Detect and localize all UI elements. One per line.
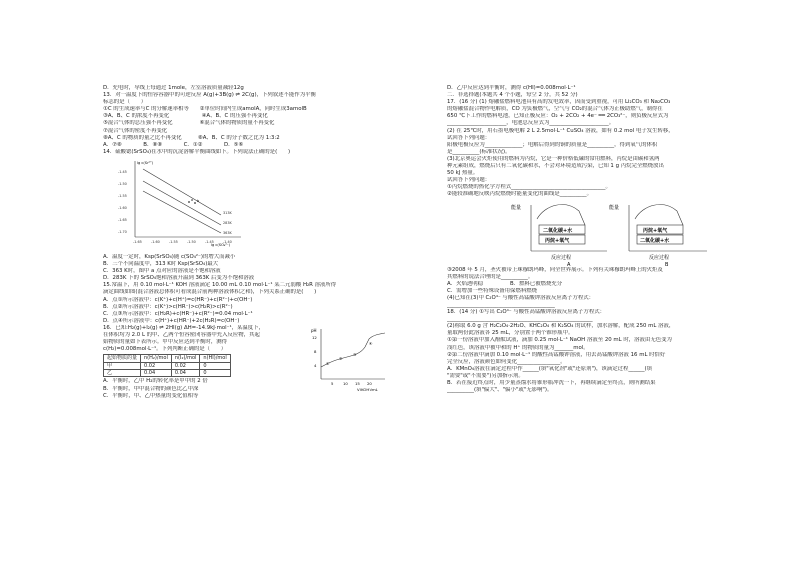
exam-page <box>95 85 695 475</box>
text-line: "需要"或"不需要")另加指示剂。 <box>447 372 524 379</box>
sr-xtick: -1.55 <box>169 239 178 244</box>
ph-ytick: 4 <box>314 363 317 368</box>
sr-point-b <box>194 202 196 204</box>
energy-label: 丙烷+氧气 <box>643 227 668 234</box>
ph-point-label: ① <box>326 361 330 366</box>
text-line: ①丙烷燃烧的热化学方程式___________________________________。 <box>447 184 611 191</box>
text-line: 18．(14 分) ①写出 C₂O⁴⁻ 与酸性高锰酸钾溶液反应离子方程式： <box>447 309 605 316</box>
text-line: 完全反应，溶液颜色如何变化________________。 <box>447 358 566 365</box>
energy-curve-b <box>635 204 683 224</box>
text-line: C．平衡时，甲、乙中热量的变化值相等 <box>103 392 199 399</box>
ph-ytick: 8 <box>314 349 317 354</box>
text-line: 种元素组成，燃烧后只有二氧化碳和水，不会对环境造成污染，已知 1 g 丙烷完全燃烧放出 <box>447 163 664 170</box>
sr-xtick: -1.60 <box>151 239 160 244</box>
text-line: A．⑦⑧ B．⑧⑧ C．①② D．⑤⑥ <box>103 141 244 148</box>
text-line: A．KMnO₄溶液在滴定过程中作______(填"氧化剂"或"还原剂")，该滴定过程______(填 <box>447 365 653 372</box>
text-line: A．平衡时，乙中 H₂的转化率是甲中的 2 倍 <box>103 378 208 385</box>
ph-xtick: 5 <box>331 381 334 386</box>
table-cell: 0.02 <box>141 362 172 369</box>
text-line: (2) 在 25℃时，用石墨电极电解 2 L 2.5mol·L⁻¹ CuSO₄ 溶液，如有 0.2 mol 电子发生转移， <box>447 127 674 134</box>
text-line: 阳极电极反应为______________；电解后得到的铜的质量是__________，得到氧气的体积 <box>447 141 658 148</box>
text-line: C．点③所示溶液中：c(H₂R)+c(HR⁻)+c(R²⁻)=0.04 mol·L⁻¹ <box>103 310 253 317</box>
ph-xlabel: V(KOH)/mL <box>357 387 378 391</box>
ph-point-label: ② <box>339 356 343 361</box>
table-row <box>104 370 231 377</box>
text-line: 标志的是（ ） <box>103 99 147 106</box>
curve-313k <box>143 169 221 215</box>
text-line: A．温度一定时，Ksp(SrSO₄)随 c(SO₄²⁻)的增大而减小 <box>103 253 236 260</box>
text-line: ⑦混合气体的密度不再变化 <box>103 127 168 134</box>
sr-ytick: -1.60 <box>118 205 127 210</box>
right-column <box>447 85 747 394</box>
table-cell: 乙 <box>104 370 141 377</box>
energy-panel-b <box>609 204 707 267</box>
text-line: D．充电时，导线上每通过 1mole，左室溶液质量减轻12g <box>103 85 244 91</box>
table-cell: 甲 <box>104 362 141 369</box>
text-line: 其燃料的说法合理的是__________。 <box>447 273 534 280</box>
energy-xlabel: 反应过程 <box>649 254 670 261</box>
text-line: 始物质的量如下表所示。甲中反应达到平衡时，测得 <box>103 339 227 346</box>
text-line: __________(填"偏大"、"偏小"或"无影响")。 <box>447 387 553 394</box>
text-line: 滴定曲线如图(混合溶液总体积可看成混合前两种溶液体积之和)，下列关系正确的是( ) <box>103 289 317 296</box>
text-line: 试回答下列问题： <box>447 134 491 141</box>
sr-point-label: a <box>191 197 194 202</box>
sr-point-label: b <box>197 198 200 203</box>
text-line: 二．非选择题(本题共 4 个小题，每空 2 分，共 52 分) <box>447 92 578 99</box>
table-row <box>104 362 231 369</box>
sr-curve-label: 283K <box>223 220 232 225</box>
text-line: (4)已知在(3)中 C₂O⁴⁻ 与酸性高锰酸钾溶液反应离子方程式： <box>447 294 595 301</box>
table-cell: 0 <box>200 370 230 377</box>
text-line: 16．已知:H₂(g)+I₂(g) ⇌ 2HI(g) ΔH=-14.9kJ·mol⁻¹，某温度下， <box>103 324 264 331</box>
energy-curve-a <box>537 204 585 224</box>
left-column <box>103 85 393 400</box>
table-header: n(HI)/mol <box>200 355 230 362</box>
text-line: 量取两份此溶液各 25 mL，分别置于两个锥形瓶中。 <box>447 330 574 337</box>
srso4-solubility-chart <box>115 157 247 253</box>
text-line: 的熔融盐混合物作电解质，CO 为负极燃气，空气与 CO₂的混合气体为正极助燃气，制得在 <box>447 106 663 113</box>
sr-ytick: -1.65 <box>118 217 127 222</box>
sr-xtick: -1.45 <box>205 239 214 244</box>
energy-caption: B <box>665 261 669 267</box>
text-line: A．点①所示溶液中：c(K⁺)+c(H⁺)=c(HR⁻)+c(R²⁻)+c(OH⁻) <box>103 296 253 303</box>
table-header: n(I₂)/mol <box>171 355 200 362</box>
energy-label: 二氧化碳+水 <box>640 237 670 244</box>
text-line: ______________________，电池总反应式为______________________。 <box>447 120 615 127</box>
sr-xlabel: lg c(SO₄²⁻) <box>211 242 231 247</box>
table-header: n(H₂)/mol <box>141 355 172 362</box>
curve-363k <box>143 191 221 233</box>
sr-curve-label: 313K <box>223 210 232 215</box>
sr-ytick: -1.55 <box>118 193 127 198</box>
table-cell: 0.04 <box>171 370 200 377</box>
text-line: C．需增加一些特殊设备用保燃料燃烧 <box>447 287 538 294</box>
sr-xtick: -1.65 <box>133 239 142 244</box>
text-line: 试回答下列问题： <box>447 177 491 184</box>
text-line: ______________________________________________________ <box>447 316 593 323</box>
text-line: B．若在接近终点时，用少量蒸馏水将锥形瓶冲洗一下，再继续滴定至终点，则所测结果 <box>447 380 656 386</box>
text-line: 13．对一温度下的恒容容器中的可逆反应 A(g)+3B(g) ⇌ 2C(g)，下列叙述不能作为平衡 <box>103 92 316 99</box>
sr-ytick: -1.50 <box>118 181 127 186</box>
table-cell: 0.02 <box>171 362 200 369</box>
energy-ylabel: 能量 <box>511 204 522 211</box>
ph-ylabel: pH <box>311 328 317 333</box>
ph-titration-chart <box>309 325 393 391</box>
text-line: ⑤混合气体的总压强不再变化 ⑥混合气体的物质的量不再变化 <box>103 120 275 127</box>
text-line: (2)称取 6.0 g 含 H₂C₂O₄·2H₂O、KHC₂O₄ 和 K₂SO₄ 的试样，加水溶解，配成 250 mL 溶液， <box>447 323 675 330</box>
text-line: ⑧A、C 的物质的量之比不再变化 ⑧A、B、C 的分子数之比为 1:3:2 <box>103 134 280 141</box>
text-line: B．三个不同温度中，313 K时 Ksp(SrSO₄)最大 <box>103 261 219 268</box>
text-line: 是__________(标准状况)。 <box>447 148 511 155</box>
text-line: 650 ℃下工作的燃料电池，已知正极反应：O₂ + 2CO₂ + 4e⁻ ══ 2CO₃²⁻，则负极反应式为 <box>447 113 669 120</box>
ph-xtick: 15 <box>355 381 360 386</box>
sr-curve-label: 363K <box>223 230 232 235</box>
energy-xlabel: 反应过程 <box>551 254 572 261</box>
ph-xtick: 20 <box>367 381 372 386</box>
text-line: 17．(16 分) (1) 熔融盐燃料电池具有高的发电效率，因而受到重视，可用 Li₂CO₃ 和 Na₂CO₃ <box>447 99 671 106</box>
sr-xtick: -1.50 <box>187 239 196 244</box>
table-cell: 0 <box>200 362 230 369</box>
energy-panel-a <box>511 204 607 267</box>
text-line: B．点②所示溶液中：c(K⁺)>c(HR⁻)>c(H₂R)>c(R²⁻) <box>103 303 233 310</box>
text-line: ②能较准确地反映丙烷燃烧时能量变化的曲线是__________。 <box>447 191 592 198</box>
text-line: ③2008 年 5 月，圣火被带上珠穆朗玛峰，向全世界展示。下列有关珠穆朗玛峰上的火炬及 <box>447 266 663 273</box>
right-lines-b <box>447 267 747 395</box>
energy-caption: A <box>567 261 571 267</box>
ph-curve <box>321 333 385 367</box>
ph-ytick: 12 <box>312 335 317 340</box>
text-line: 50 kJ 热量。 <box>447 170 479 177</box>
sr-ylabel: lg c(Sr²⁺) <box>137 160 154 165</box>
text-line: ①第一份溶液中加入酚酞试液，滴加 0.25 mol·L⁻¹ NaOH 溶液至 20 mL 时，溶液由无色变为 <box>447 337 672 344</box>
ph-xtick: 10 <box>343 381 348 386</box>
text-line: c(H₂)=0.008mol·L⁻¹。下列判断正确的是（ ） <box>103 346 227 353</box>
sr-ytick: -1.70 <box>118 229 127 234</box>
sr-ytick: -1.45 <box>118 169 127 174</box>
energy-label: 二氧化碳+水 <box>543 227 573 234</box>
text-line: D．点④所示溶液中：c(H⁺)+c(HR⁻)+2c(H₂R)=c(OH⁻) <box>103 317 240 324</box>
sr-point-a <box>188 201 190 203</box>
text-line: 14．硫酸锶(SrSO₄)在水中的沉淀溶解平衡曲线如下。下列说法正确的是( ) <box>103 148 291 155</box>
ph-point-label: ③ <box>353 352 357 357</box>
table-header: 起始物质的量 <box>104 355 141 362</box>
text-line: ①C 的生成速率与C 的分解速率相等 ②单位时间内生成amolA，同时生成3amolB <box>103 106 307 113</box>
text-line: ③A、B、C 的浓度不再变化 ④A、B、C 的压强不再变化 <box>103 113 268 120</box>
text-line: 15.常温下，用 0.10 mol·L⁻¹ KOH 溶液滴定 10.00 mL 0.10 mol·L⁻¹ 某二元弱酸 H₂R 溶液所得 <box>103 282 337 289</box>
sr-xtick: -1.40 <box>223 239 232 244</box>
text-line: ________________________________________ <box>447 301 555 308</box>
text-line: A．火焰透明稳 B．燃料已被燃烧充分 <box>447 280 563 287</box>
text-line: 浅红色，该溶液中被中和的 H⁺ 的物质的量为_______mol。 <box>447 344 589 351</box>
ph-point-label: ④ <box>369 341 373 346</box>
energy-label: 丙烷+氧气 <box>545 237 570 244</box>
text-line: ②第二份溶液中滴加 0.10 mol·L⁻¹ 的酸性高锰酸钾溶液，用去高锰酸钾溶液 16 mL 时恰好 <box>447 351 666 358</box>
text-line: (3)北京奥运会火炬使用的燃料为丙烷，它是一种价格低廉的常用燃料，丙烷是由碳和氢两 <box>447 155 660 162</box>
curve-283k <box>143 181 221 225</box>
left-lines-a <box>103 85 393 156</box>
table-cell: 0.04 <box>141 370 172 377</box>
energy-diagram <box>511 201 721 267</box>
text-line: D．乙中反应达到平衡时，测得 c(HI)=0.008mol·L⁻¹ <box>447 85 576 91</box>
initial-amount-table <box>103 354 231 377</box>
text-line: B．平衡时，甲中混合物的颜色比乙中深 <box>103 385 199 392</box>
right-lines-a <box>447 85 747 199</box>
energy-ylabel: 能量 <box>609 204 620 211</box>
text-line: 在体积均为 2.0 L 的甲、乙两个恒容密闭容器中充入反应物，其起 <box>103 331 260 338</box>
text-line: C．363 K时，图中 a 点对应的溶液是不饱和溶液 <box>103 268 221 275</box>
text-line: D．283K 下的 SrSO₄饱和溶液升温到 363K 后变为不饱和溶液 <box>103 275 255 282</box>
